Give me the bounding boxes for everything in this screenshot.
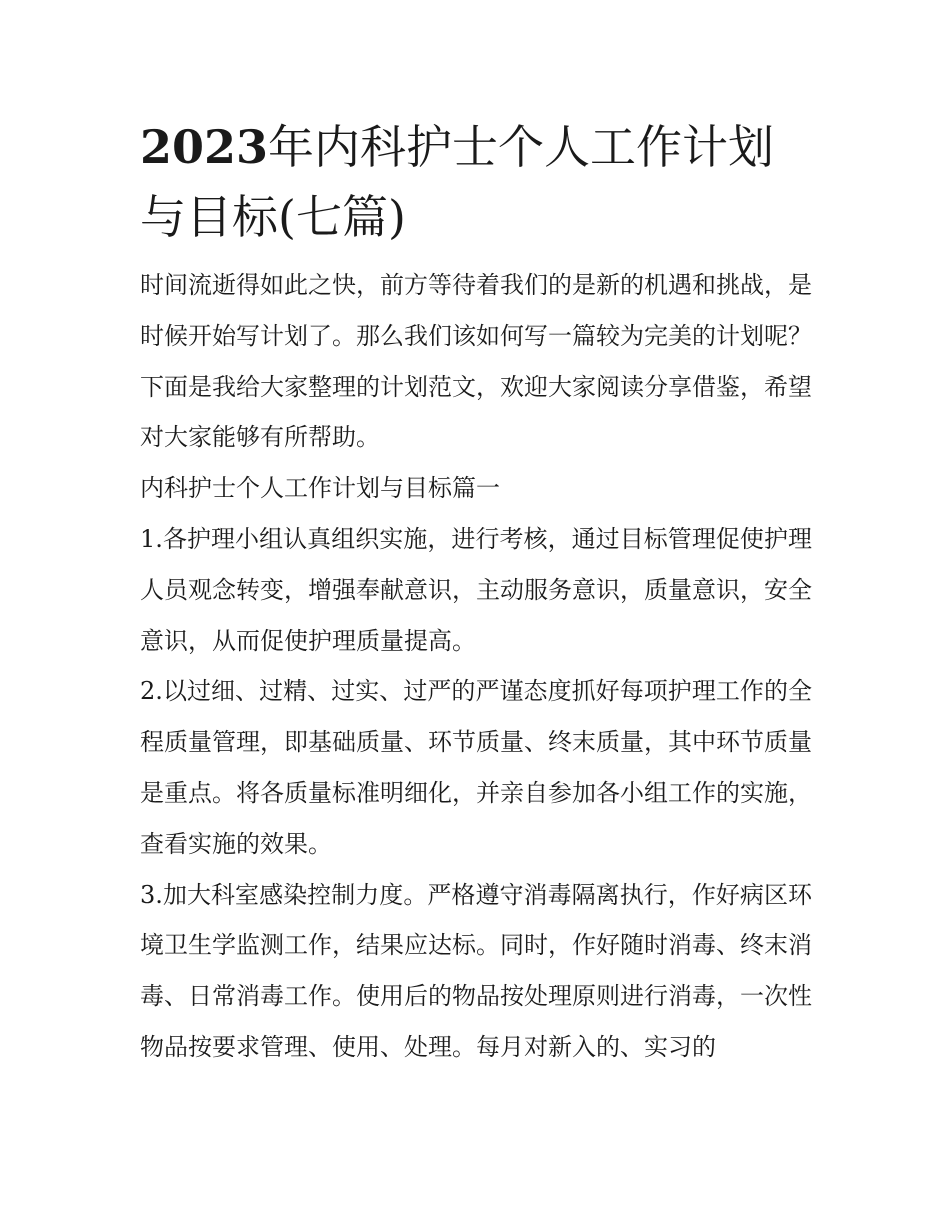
document-body bbox=[140, 260, 812, 1073]
intro-paragraph: 时间流逝得如此之快，前方等待着我们的是新的机遇和挑战，是时候开始写计划了。那么我们该如何写一篇较为完美的计划呢？下面是我给大家整理的计划范文，欢迎大家阅读分享借鉴，希望对大家能够有所帮助。 bbox=[140, 271, 812, 452]
title-text: 年内科护士个人工作计划与目标(七篇) bbox=[140, 120, 775, 244]
title-year: 2023 bbox=[140, 120, 269, 174]
document-page bbox=[140, 112, 812, 1073]
list-item-1: 1.各护理小组认真组织实施，进行考核，通过目标管理促使护理人员观念转变，增强奉献意识，主动服务意识，质量意识，安全意识，从而促使护理质量提高。 bbox=[140, 524, 812, 655]
list-item-3: 3.加大科室感染控制力度。严格遵守消毒隔离执行，作好病区环境卫生学监测工作，结果应达标。同时，作好随时消毒、终末消毒、日常消毒工作。使用后的物品按处理原则进行消毒，一次性物品按要求管理、使用、处理。每月对新入的、实习的 bbox=[140, 880, 812, 1061]
list-item-2: 2.以过细、过精、过实、过严的严谨态度抓好每项护理工作的全程质量管理，即基础质量、环节质量、终末质量，其中环节质量是重点。将各质量标准明细化，并亲自参加各小组工作的实施，查看实施的效果。 bbox=[140, 677, 812, 858]
section-heading: 内科护士个人工作计划与目标篇一 bbox=[140, 474, 500, 503]
document-title bbox=[140, 112, 812, 252]
